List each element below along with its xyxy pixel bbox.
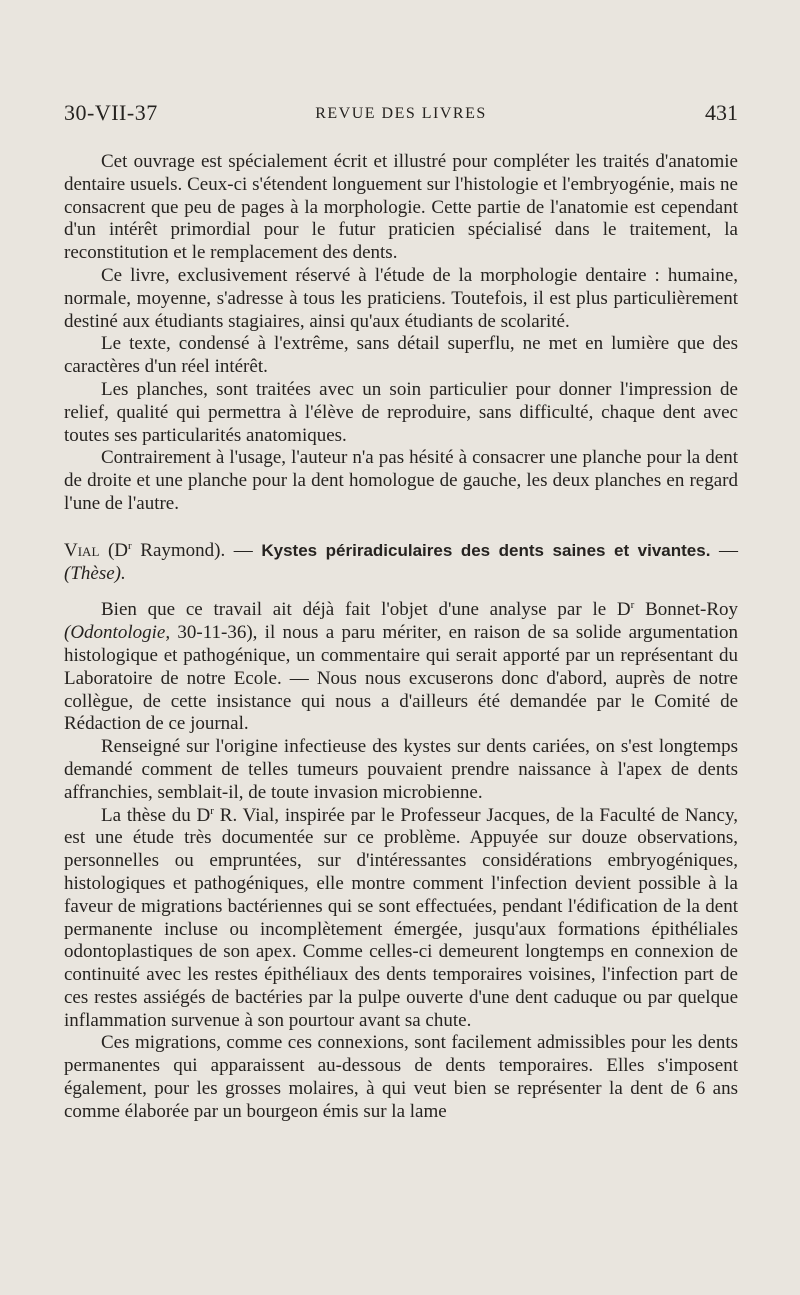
header-title: REVUE DES LIVRES xyxy=(315,105,487,122)
reference-author: Vial xyxy=(64,539,100,561)
reference-title: Kystes périradiculaires des dents saines et vivantes. xyxy=(261,540,711,560)
paragraph: Le texte, condensé à l'extrême, sans détail superflu, ne met en lumière que des caractères d'un réel intérêt. xyxy=(64,333,738,378)
paragraph: Contrairement à l'usage, l'auteur n'a pas hésité à consacrer une planche pour la dent de droite et une planche pour la dent homologue de gauche, les deux planches en regard l'une de l'autre. xyxy=(64,447,738,514)
paragraph: Cet ouvrage est spécialement écrit et illustré pour compléter les traités d'anatomie dentaire usuels. Ceux-ci s'étendent longuement sur l'histologie et l'embryogénie, mais ne consacrent que peu de pages à la morphologie. Cette partie de l'anatomie est cependant d'un intérêt primordial pour le futur praticien spécialisé dans le traitement, la reconstitution et le remplacement des dents. xyxy=(64,151,738,264)
page-number: 431 xyxy=(705,100,738,125)
paragraph: Ces migrations, comme ces connexions, sont facilement admissibles pour les dents permanentes qui apparaissent au-dessous de dents temporaires. Elles s'imposent également, pour les grosses molaires, à qui veut bien se représenter la dent de 6 ans comme élaborée par un bourgeon émis sur la lame xyxy=(64,1032,738,1122)
paragraph: Ce livre, exclusivement réservé à l'étude de la morphologie dentaire : humaine, normale, moyenne, s'adresse à tous les praticiens. Toutefois, il est plus particulièrement destiné aux étudiants stagiaires, ainsi qu'aux étudiants de scolarité. xyxy=(64,264,738,332)
running-header xyxy=(64,100,738,130)
paragraph: La thèse du $D^r$ R. Vial, inspirée par le Professeur Jacques, de la Faculté de Nancy, est une étude très documentée sur ce problème. Appuyée sur douze observations, personnelles ou empruntées, sur d'intéressantes considérations embryogéniques, histologiques et pathogéniques, elle montre comment l'infection devient possible à la faveur de migrations bactériennes qui se sont effectuées, pendant l'édification de la dent permanente incluse ou incomplètement émergée, jusqu'aux formations épithéliales odontoplastiques de son apex. Comme celles-ci demeurent longtemps en connexion de continuité avec les restes épithéliaux des dents temporaires voisines, l'infection part de ces restes assiégés de bactéries par la pulpe ouverte d'une dent caduque ou par quelque inflammation survenue à son pourtour avant sa chute. xyxy=(64,804,738,1031)
paragraph: Bien que ce travail ait déjà fait l'objet d'une analyse par le $D^r$ Bonnet-Roy (Odontologie, 30-11-36), il nous a paru mériter, en raison de sa solide argumentation histologique et pathogénique, un commentaire qui serait apporté par un représentant du Laboratoire de notre Ecole. — Nous nous excuserons donc d'abord, auprès de notre collègue, de cette insistance qui nous a d'ailleurs été demandée par le Comité de Rédaction de ce journal. xyxy=(64,599,738,735)
header-date: 30-VII-37 xyxy=(64,100,158,125)
bibliographic-reference: Vial ($D^r$ Raymond). — Kystes périradiculaires des dents saines et vivantes. — (Thèse). xyxy=(64,539,739,584)
paragraph: Renseigné sur l'origine infectieuse des kystes sur dents cariées, on s'est longtemps demandé comment de telles tumeurs pouvaient prendre naissance à l'apex de dents affranchies, semblait-il, de toute invasion microbienne. xyxy=(64,736,738,803)
reference-type: (Thèse). xyxy=(64,562,126,584)
paragraph: Les planches, sont traitées avec un soin particulier pour donner l'impression de relief, qualité qui permettra à l'élève de reproduire, sans difficulté, chaque dent avec toutes ses particularités anatomiques. xyxy=(64,378,738,446)
page-body xyxy=(64,151,738,1124)
